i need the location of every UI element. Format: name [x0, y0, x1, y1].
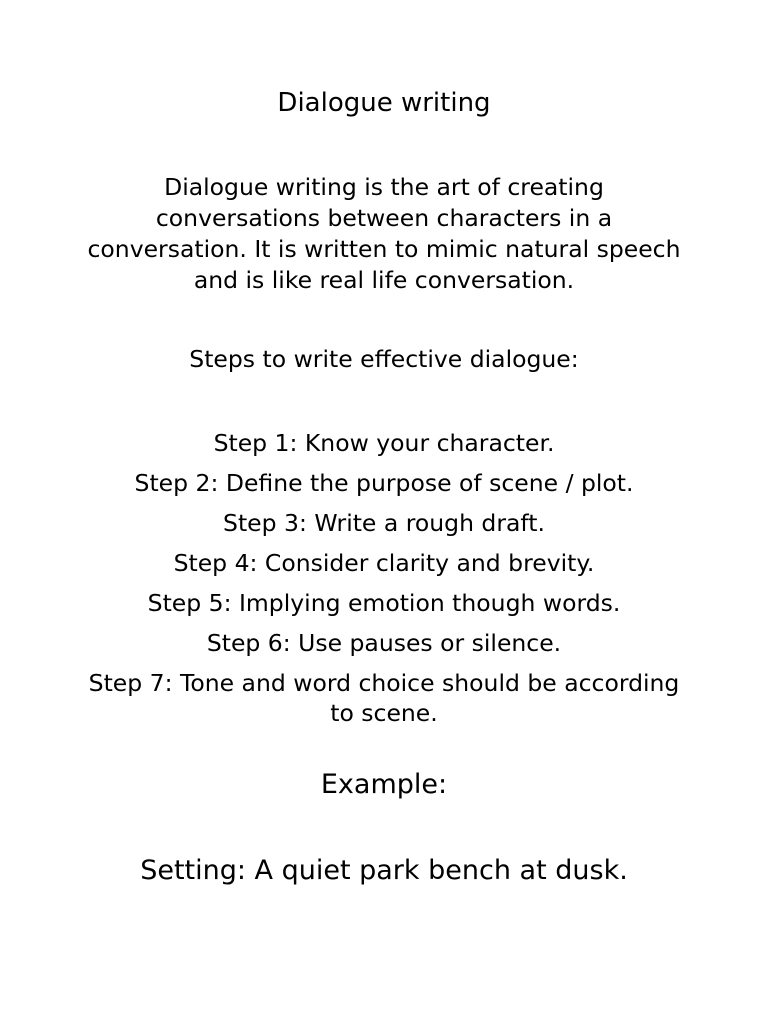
step-item: Step 1: Know your character.	[213, 429, 555, 457]
example-label: Example:	[320, 769, 448, 800]
step-item: Step 5: Implying emotion though words.	[147, 589, 621, 617]
intro-paragraph: Dialogue writing is the art of creating conversations between characters in a conversation. It is written to mimic natural speech and is like real life conversation.	[87, 173, 681, 294]
step-item: Step 2: Define the purpose of scene / plot.	[134, 469, 634, 497]
step-item: Step 4: Consider clarity and brevity.	[173, 549, 595, 577]
page-title: Dialogue writing	[277, 88, 491, 118]
step-item: Step 7: Tone and word choice should be according to scene.	[88, 669, 680, 727]
step-item: Step 3: Write a rough draft.	[223, 509, 545, 537]
steps-heading: Steps to write effective dialogue:	[189, 345, 579, 373]
steps-list	[84, 428, 684, 738]
setting-line: Setting: A quiet park bench at dusk.	[140, 855, 628, 886]
step-item: Step 6: Use pauses or silence.	[206, 629, 562, 657]
